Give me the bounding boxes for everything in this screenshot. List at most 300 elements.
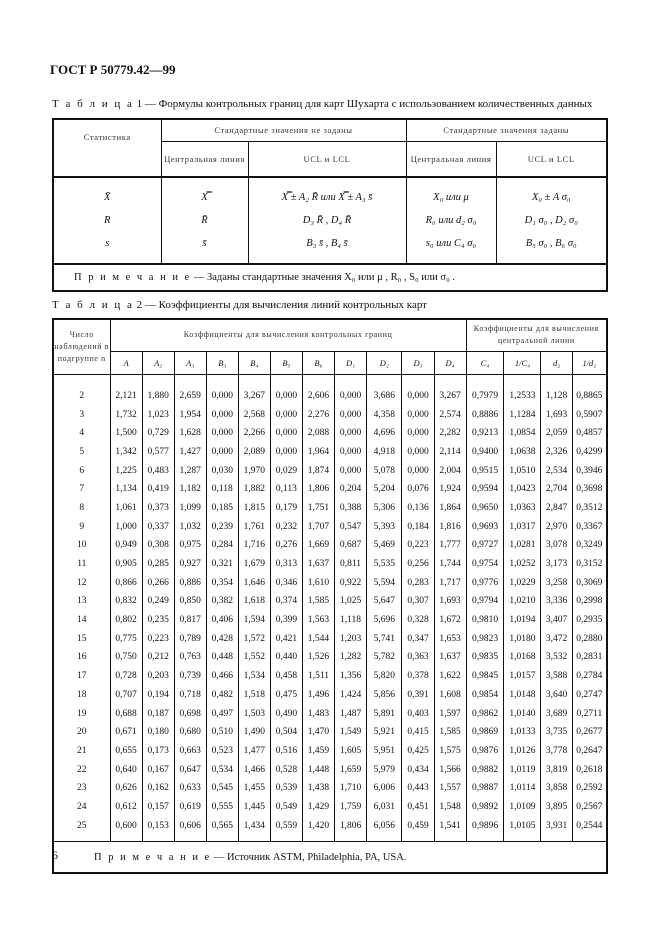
table-row <box>53 443 607 462</box>
coefficient-cell: 0,483 <box>142 461 174 480</box>
coefficient-cell: 0,9810 <box>466 611 504 630</box>
coefficient-cell: 0,2544 <box>572 816 607 841</box>
coefficient-cell: 1,0133 <box>504 723 541 742</box>
coefficient-cell: 1,534 <box>238 667 270 686</box>
coefficient-cell: 0,775 <box>110 629 142 648</box>
coefficient-cell: 1,575 <box>434 742 466 761</box>
coefficient-cell: 0,321 <box>206 555 238 574</box>
column-header: 1/C₄ <box>504 351 541 374</box>
coefficient-cell: 4,358 <box>367 405 402 424</box>
n-cell: 12 <box>53 573 110 592</box>
coefficient-cell: 0,000 <box>206 405 238 424</box>
n-cell: 22 <box>53 760 110 779</box>
coefficient-cell: 0,458 <box>270 667 302 686</box>
formula-rows <box>53 177 607 264</box>
formula-limits-given: X₀ ± A σ₀ <box>531 192 571 203</box>
coefficient-cell: 1,761 <box>238 517 270 536</box>
coefficient-cell: 0,425 <box>402 742 434 761</box>
coefficient-cell: 0,886 <box>174 573 206 592</box>
formula-stat: R <box>104 215 111 226</box>
coefficient-cell: 0,2784 <box>572 667 607 686</box>
coefficient-cell: 0,687 <box>335 536 367 555</box>
formula-center: s̄ <box>202 238 207 249</box>
table-row <box>53 798 607 817</box>
coefficient-cell: 0,516 <box>270 742 302 761</box>
coefficient-cell: 0,428 <box>206 629 238 648</box>
coefficient-cell: 1,549 <box>335 723 367 742</box>
coefficient-cell: 3,173 <box>541 555 572 574</box>
coefficient-cell: 1,806 <box>302 480 334 499</box>
coefficient-cell: 1,717 <box>434 573 466 592</box>
coefficient-cell: 1,610 <box>302 573 334 592</box>
coefficient-cell: 1,618 <box>238 592 270 611</box>
coefficient-cell: 0,9594 <box>466 480 504 499</box>
coefficient-cell: 0,162 <box>142 779 174 798</box>
coefficient-cell: 2,970 <box>541 517 572 536</box>
coefficient-cell: 0,000 <box>206 443 238 462</box>
coefficient-cell: 0,811 <box>335 555 367 574</box>
formula-center: R̄ <box>201 215 208 226</box>
coefficient-cell: 0,347 <box>402 629 434 648</box>
table-row <box>53 424 607 443</box>
coefficient-cell: 0,2618 <box>572 760 607 779</box>
coefficient-cell: 0,223 <box>402 536 434 555</box>
coefficient-cell: 1,0109 <box>504 798 541 817</box>
coefficient-cell: 3,689 <box>541 704 572 723</box>
coefficient-cell: 1,0148 <box>504 686 541 705</box>
coefficient-cell: 0,399 <box>270 611 302 630</box>
coefficient-cell: 0,136 <box>402 499 434 518</box>
coefficient-cell: 1,287 <box>174 461 206 480</box>
column-header: B₆ <box>302 351 334 374</box>
coefficient-cell: 0,382 <box>206 592 238 611</box>
coefficient-cell: 1,874 <box>302 461 334 480</box>
coefficient-cell: 1,470 <box>302 723 334 742</box>
note-label: П р и м е ч а н и е <box>74 272 192 283</box>
coefficient-cell: 1,500 <box>110 424 142 443</box>
coefficient-cell: 1,427 <box>174 443 206 462</box>
coefficient-cell: 0,283 <box>402 573 434 592</box>
coefficient-cell: 1,744 <box>434 555 466 574</box>
coefficient-cell: 4,918 <box>367 443 402 462</box>
n-cell: 8 <box>53 499 110 518</box>
limits-cell <box>248 177 406 264</box>
coefficient-cell: 2,704 <box>541 480 572 499</box>
coefficient-cell: 0,000 <box>335 461 367 480</box>
coefficient-cell: 0,373 <box>142 499 174 518</box>
coefficient-cell: 0,076 <box>402 480 434 499</box>
coefficient-cell: 0,2831 <box>572 648 607 667</box>
note-label: П р и м е ч а н и е <box>94 851 212 863</box>
coefficient-cell: 1,483 <box>302 704 334 723</box>
coefficient-cell: 0,451 <box>402 798 434 817</box>
coefficient-cell: 1,023 <box>142 405 174 424</box>
column-header: B₄ <box>238 351 270 374</box>
limits-given-cell <box>496 177 607 264</box>
coefficient-cell: 1,0638 <box>504 443 541 462</box>
table-row <box>53 573 607 592</box>
coefficient-cell: 0,249 <box>142 592 174 611</box>
coefficient-cell: 5,820 <box>367 667 402 686</box>
coefficient-cell: 0,9693 <box>466 517 504 536</box>
coefficient-cell: 1,646 <box>238 573 270 592</box>
coefficient-cell: 1,448 <box>302 760 334 779</box>
caption-text: 2 — Коэффициенты для вычисления линий контрольных карт <box>136 299 427 311</box>
coefficient-cell: 1,759 <box>335 798 367 817</box>
coefficient-cell: 5,647 <box>367 592 402 611</box>
table-row <box>53 779 607 798</box>
coefficient-cell: 0,9882 <box>466 760 504 779</box>
coefficient-cell: 0,9776 <box>466 573 504 592</box>
coefficient-cell: 3,472 <box>541 629 572 648</box>
coefficient-cell: 0,285 <box>142 555 174 574</box>
column-header: D₄ <box>434 351 466 374</box>
coefficient-cell: 0,528 <box>270 760 302 779</box>
coefficient-cell: 1,487 <box>335 704 367 723</box>
table-row <box>53 374 607 405</box>
coefficient-cell: 2,659 <box>174 374 206 405</box>
coefficient-cell: 0,4299 <box>572 443 607 462</box>
col-limits-given: UCL и LCL <box>496 141 607 177</box>
coefficient-cell: 0,555 <box>206 798 238 817</box>
coefficient-cell: 0,434 <box>402 760 434 779</box>
coefficient-cell: 1,597 <box>434 704 466 723</box>
coefficient-cell: 3,078 <box>541 536 572 555</box>
coefficient-cell: 1,099 <box>174 499 206 518</box>
coefficient-cell: 3,258 <box>541 573 572 592</box>
coefficient-cell: 3,267 <box>434 374 466 405</box>
n-cell: 24 <box>53 798 110 817</box>
column-header: D₂ <box>367 351 402 374</box>
coefficient-cell: 0,029 <box>270 461 302 480</box>
coefficient-cell: 0,547 <box>335 517 367 536</box>
coefficient-cell: 1,594 <box>238 611 270 630</box>
coefficient-cell: 1,0105 <box>504 816 541 841</box>
coefficient-cell: 1,0510 <box>504 461 541 480</box>
coefficient-cell: 0,346 <box>270 573 302 592</box>
coefficient-cell: 1,466 <box>238 760 270 779</box>
coefficient-cell: 0,157 <box>142 798 174 817</box>
coefficient-cell: 1,282 <box>335 648 367 667</box>
coefficient-cell: 0,466 <box>206 667 238 686</box>
coefficient-cell: 1,434 <box>238 816 270 841</box>
coefficient-cell: 0,523 <box>206 742 238 761</box>
coefficient-cell: 1,557 <box>434 779 466 798</box>
coefficient-cell: 1,225 <box>110 461 142 480</box>
table-row <box>53 667 607 686</box>
coefficient-cell: 3,858 <box>541 779 572 798</box>
coefficient-cell: 3,778 <box>541 742 572 761</box>
coefficient-cell: 1,518 <box>238 686 270 705</box>
coefficient-cell: 0,000 <box>270 443 302 462</box>
coefficient-cell: 0,313 <box>270 555 302 574</box>
coefficient-cell: 0,9876 <box>466 742 504 761</box>
coefficient-cell: 0,577 <box>142 443 174 462</box>
coefficient-cell: 0,118 <box>206 480 238 499</box>
coefficient-cell: 3,735 <box>541 723 572 742</box>
coefficient-cell: 0,600 <box>110 816 142 841</box>
table-row <box>53 499 607 518</box>
coefficient-cell: 0,9845 <box>466 667 504 686</box>
coefficient-cell: 0,000 <box>402 443 434 462</box>
coefficient-cell: 0,185 <box>206 499 238 518</box>
coefficient-cell: 0,180 <box>142 723 174 742</box>
col-statistic: Статистика <box>53 119 161 177</box>
coefficient-cell: 1,025 <box>335 592 367 611</box>
coefficient-cell: 0,8886 <box>466 405 504 424</box>
n-cell: 2 <box>53 374 110 405</box>
coefficient-cell: 1,1284 <box>504 405 541 424</box>
coefficient-cell: 0,337 <box>142 517 174 536</box>
coefficient-cell: 0,559 <box>270 816 302 841</box>
coefficient-cell: 0,9896 <box>466 816 504 841</box>
coefficient-cell: 0,167 <box>142 760 174 779</box>
table-row <box>53 592 607 611</box>
coefficient-cell: 2,121 <box>110 374 142 405</box>
coefficient-cell: 0,922 <box>335 573 367 592</box>
coefficient-cell: 1,0140 <box>504 704 541 723</box>
coefficient-cell: 5,535 <box>367 555 402 574</box>
coefficient-cell: 1,0194 <box>504 611 541 630</box>
coefficient-cell: 2,606 <box>302 374 334 405</box>
coefficient-cell: 0,2998 <box>572 592 607 611</box>
coefficient-cell: 1,503 <box>238 704 270 723</box>
n-cell: 6 <box>53 461 110 480</box>
coefficient-cell: 1,128 <box>541 374 572 405</box>
coefficient-cell: 0,850 <box>174 592 206 611</box>
coefficient-cell: 2,088 <box>302 424 334 443</box>
coefficient-cell: 0,9887 <box>466 779 504 798</box>
coefficient-cell: 0,2647 <box>572 742 607 761</box>
coefficient-cell: 0,475 <box>270 686 302 705</box>
formula-stat: X̄ <box>104 192 111 203</box>
coefficient-cell: 1,954 <box>174 405 206 424</box>
column-header: A <box>110 351 142 374</box>
column-header: B₃ <box>206 351 238 374</box>
coefficient-cell: 1,924 <box>434 480 466 499</box>
coefficient-cell: 0,3512 <box>572 499 607 518</box>
coefficient-cell: 1,496 <box>302 686 334 705</box>
coefficient-cell: 1,563 <box>302 611 334 630</box>
coefficient-cell: 0,606 <box>174 816 206 841</box>
coefficient-cell: 0,9794 <box>466 592 504 611</box>
coefficient-cell: 0,000 <box>335 424 367 443</box>
coefficient-cell: 3,640 <box>541 686 572 705</box>
n-cell: 17 <box>53 667 110 686</box>
coefficient-cell: 0,421 <box>270 629 302 648</box>
coefficient-cell: 0,284 <box>206 536 238 555</box>
coefficient-cell: 0,3249 <box>572 536 607 555</box>
coefficient-cell: 0,9754 <box>466 555 504 574</box>
coefficient-cell: 0,497 <box>206 704 238 723</box>
coefficient-cell: 0,539 <box>270 779 302 798</box>
formulas-table <box>52 118 608 292</box>
coefficient-cell: 5,306 <box>367 499 402 518</box>
col-n: Число наблюдений в подгруппе n <box>53 319 110 374</box>
coefficient-cell: 0,2711 <box>572 704 607 723</box>
coefficient-cell: 0,3946 <box>572 461 607 480</box>
table1-caption <box>52 98 592 110</box>
coefficient-cell: 1,459 <box>302 742 334 761</box>
coefficient-cell: 0,490 <box>270 704 302 723</box>
n-cell: 23 <box>53 779 110 798</box>
coefficient-cell: 1,0281 <box>504 536 541 555</box>
page-number: 6 <box>52 848 58 862</box>
coefficient-cell: 1,203 <box>335 629 367 648</box>
coefficient-cell: 0,9515 <box>466 461 504 480</box>
coefficient-cell: 0,739 <box>174 667 206 686</box>
coefficient-cell: 5,856 <box>367 686 402 705</box>
coefficient-cell: 0,232 <box>270 517 302 536</box>
coefficient-cell: 0,5907 <box>572 405 607 424</box>
formula-stat: s <box>105 238 110 249</box>
coefficient-cell: 0,374 <box>270 592 302 611</box>
coefficient-cell: 0,000 <box>206 424 238 443</box>
coefficient-cell: 0,655 <box>110 742 142 761</box>
coefficient-cell: 1,0168 <box>504 648 541 667</box>
coefficient-cell: 0,239 <box>206 517 238 536</box>
coefficient-cell: 0,000 <box>270 405 302 424</box>
coefficient-cell: 1,429 <box>302 798 334 817</box>
coefficient-cell: 1,806 <box>335 816 367 841</box>
coefficient-cell: 1,653 <box>434 629 466 648</box>
formula-center-given: X₀ или μ <box>433 192 469 203</box>
coefficient-cell: 0,8865 <box>572 374 607 405</box>
coefficient-cell: 0,223 <box>142 629 174 648</box>
table-row <box>53 536 607 555</box>
coefficient-cell: 1,438 <box>302 779 334 798</box>
coefficient-cell: 0,4857 <box>572 424 607 443</box>
coefficient-cell: 2,847 <box>541 499 572 518</box>
coefficient-cell: 0,707 <box>110 686 142 705</box>
coefficient-cell: 1,420 <box>302 816 334 841</box>
coefficient-cell: 5,078 <box>367 461 402 480</box>
coefficient-cell: 2,059 <box>541 424 572 443</box>
coefficient-cell: 0,9854 <box>466 686 504 705</box>
coefficient-cell: 0,750 <box>110 648 142 667</box>
coefficient-cell: 0,2935 <box>572 611 607 630</box>
coefficient-cell: 1,342 <box>110 443 142 462</box>
table-row <box>53 742 607 761</box>
coefficient-cell: 0,030 <box>206 461 238 480</box>
coefficient-cell: 6,031 <box>367 798 402 817</box>
coefficient-cell: 0,354 <box>206 573 238 592</box>
coefficient-cell: 2,574 <box>434 405 466 424</box>
coefficient-cell: 0,9892 <box>466 798 504 817</box>
coefficient-cell: 1,2533 <box>504 374 541 405</box>
coefficient-cell: 1,548 <box>434 798 466 817</box>
n-cell: 16 <box>53 648 110 667</box>
coefficient-cell: 0,328 <box>402 611 434 630</box>
col-center: Центральная линия <box>161 141 248 177</box>
coefficient-cell: 5,393 <box>367 517 402 536</box>
table-row <box>53 723 607 742</box>
column-header: C₄ <box>466 351 504 374</box>
column-header: A₂ <box>142 351 174 374</box>
coefficient-cell: 0,448 <box>206 648 238 667</box>
note-text: — Заданы стандартные значения X₀ или μ , R₀ , S₀ или σ₀ . <box>193 272 455 283</box>
coefficient-cell: 0,2677 <box>572 723 607 742</box>
coefficient-cell: 2,004 <box>434 461 466 480</box>
coefficient-cell: 0,184 <box>402 517 434 536</box>
coefficient-cell: 1,424 <box>335 686 367 705</box>
coefficient-cell: 0,440 <box>270 648 302 667</box>
coefficient-cell: 0,9727 <box>466 536 504 555</box>
coefficient-cell: 0,640 <box>110 760 142 779</box>
coefficient-cell: 0,545 <box>206 779 238 798</box>
coefficient-cell: 0,680 <box>174 723 206 742</box>
coefficient-cell: 0,194 <box>142 686 174 705</box>
coefficient-cell: 1,566 <box>434 760 466 779</box>
coefficient-cell: 1,134 <box>110 480 142 499</box>
table-row <box>53 480 607 499</box>
caption-text: 1 — Формулы контрольных границ для карт Шухарта с использованием количественных данных <box>136 98 593 110</box>
coefficient-cell: 0,000 <box>270 424 302 443</box>
coefficient-cell: 0,802 <box>110 611 142 630</box>
coefficient-cell: 0,817 <box>174 611 206 630</box>
coefficient-cell: 1,0854 <box>504 424 541 443</box>
n-cell: 7 <box>53 480 110 499</box>
coefficient-cell: 2,266 <box>238 424 270 443</box>
coefficient-cell: 0,187 <box>142 704 174 723</box>
coefficient-cell: 0,626 <box>110 779 142 798</box>
coefficient-cell: 1,0210 <box>504 592 541 611</box>
coefficient-cell: 0,391 <box>402 686 434 705</box>
table-row <box>53 816 607 841</box>
coefficient-cell: 1,0363 <box>504 499 541 518</box>
coefficient-cell: 0,415 <box>402 723 434 742</box>
coefficient-cell: 0,3069 <box>572 573 607 592</box>
coefficient-cell: 6,056 <box>367 816 402 841</box>
coefficient-cell: 1,526 <box>302 648 334 667</box>
coefficient-cell: 0,9650 <box>466 499 504 518</box>
coefficient-cell: 1,669 <box>302 536 334 555</box>
coefficient-cell: 2,089 <box>238 443 270 462</box>
coefficient-cell: 1,707 <box>302 517 334 536</box>
coefficient-cell: 1,572 <box>238 629 270 648</box>
coefficient-cell: 0,9869 <box>466 723 504 742</box>
coefficient-cell: 1,585 <box>434 723 466 742</box>
coefficient-cell: 0,000 <box>270 374 302 405</box>
coefficient-cell: 0,9862 <box>466 704 504 723</box>
coefficient-cell: 1,882 <box>238 480 270 499</box>
formula-limits-given: B₅ σ₀ , B₆ σ₀ <box>525 238 577 249</box>
coefficient-cell: 5,921 <box>367 723 402 742</box>
column-header: A₃ <box>174 351 206 374</box>
coefficient-cell: 1,541 <box>434 816 466 841</box>
coefficient-cell: 1,0252 <box>504 555 541 574</box>
note-text: — Источник ASTM, Philadelphia, PA, USA. <box>213 851 407 863</box>
caption-label: Т а б л и ц а <box>52 98 134 110</box>
coefficient-cell: 1,477 <box>238 742 270 761</box>
n-cell: 4 <box>53 424 110 443</box>
coefficient-cell: 5,979 <box>367 760 402 779</box>
n-cell: 10 <box>53 536 110 555</box>
coefficient-cell: 0,2592 <box>572 779 607 798</box>
coefficient-cell: 1,710 <box>335 779 367 798</box>
coefficient-cell: 0,000 <box>206 374 238 405</box>
coefficient-cell: 1,445 <box>238 798 270 817</box>
coefficient-cell: 0,113 <box>270 480 302 499</box>
coefficient-cell: 0,565 <box>206 816 238 841</box>
coefficient-cell: 1,490 <box>238 723 270 742</box>
table-row <box>53 704 607 723</box>
table-row <box>53 517 607 536</box>
coefficient-cell: 0,308 <box>142 536 174 555</box>
coefficient-cell: 4,696 <box>367 424 402 443</box>
coefficient-cell: 0,763 <box>174 648 206 667</box>
center-cell <box>161 177 248 264</box>
